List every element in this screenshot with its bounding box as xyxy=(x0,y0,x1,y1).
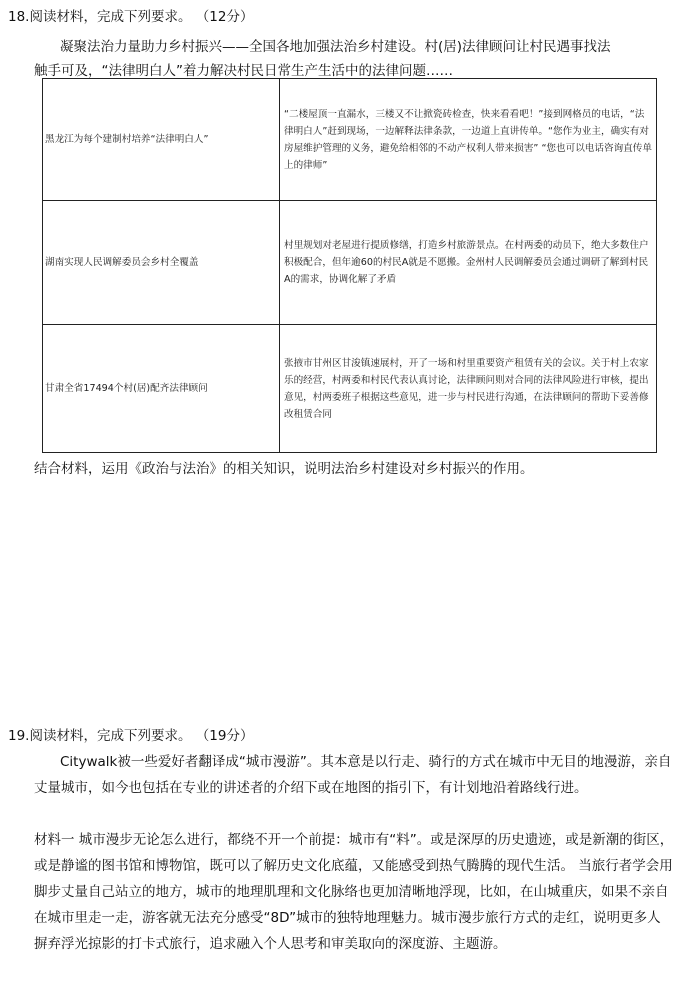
q18-intro-line2: 触手可及，“法律明白人”着力解决村民日常生产生活中的法律问题…… xyxy=(34,63,453,79)
table-cell-region: 湖南实现人民调解委员会乡村全覆盖 xyxy=(43,201,280,325)
table-cell-case: 村里规划对老屋进行提质修缮，打造乡村旅游景点。在村两委的动员下，绝大多数住户积极配合，但年逾60的村民A就是不愿搬。金州村人民调解委员会通过调研了解到村民A的需求，协调化解了矛盾 xyxy=(280,201,657,325)
q18-header: 18.阅读材料，完成下列要求。 （12分） xyxy=(8,9,254,25)
table-cell-case: “二楼屋顶一直漏水，三楼又不让掀瓷砖检查，快来看看吧！”接到网格员的电话，“法律明白人”赶到现场，一边解释法律条款，一边道上直讲传单。“您作为业主，确实有对房屋维护管理的义务，避免给相邻的不动产权利人带来损害” “您也可以电话咨询直传单上的律师” xyxy=(280,79,657,201)
table-cell-case: 张掖市甘州区甘浚镇速展村，开了一场和村里重要资产租赁有关的会议。关于村上农家乐的经营，村两委和村民代表认真讨论，法律顾问则对合同的法律风险进行审核，提出意见，村两委班子根据这些意见，进一步与村民进行沟通，在法律顾问的帮助下妥善修改租赁合同 xyxy=(280,325,657,453)
table-cell-region: 黑龙江为每个建制村培养“法律明白人” xyxy=(43,79,280,201)
q19-intro-paragraph: Citywalk被一些爱好者翻译成“城市漫游”。其本意是以行走、骑行的方式在城市中无目的地漫游，亲自丈量城市，如今也包括在专业的讲述者的介绍下或在地图的指引下，有计划地沿着路线行进。 xyxy=(34,754,672,796)
q19-header: 19.阅读材料，完成下列要求。 （19分） xyxy=(8,728,254,744)
q18-intro-line1: 凝聚法治力量助力乡村振兴——全国各地加强法治乡村建设。村(居)法律顾问让村民遇事找法 xyxy=(60,39,611,55)
table-row xyxy=(43,79,657,201)
q18-material-table xyxy=(42,78,657,452)
table-row xyxy=(43,325,657,453)
table-row xyxy=(43,201,657,325)
q18-question: 结合材料，运用《政治与法治》的相关知识，说明法治乡村建设对乡村振兴的作用。 xyxy=(34,461,534,477)
table-cell-region: 甘肃全省17494个村(居)配齐法律顾问 xyxy=(43,325,280,453)
q19-material-one: 材料一 城市漫步无论怎么进行，都绕不开一个前提：城市有“料”。或是深厚的历史遗迹，或是新潮的街区，或是静谧的图书馆和博物馆，既可以了解历史文化底蕴，又能感受到热气腾腾的现代生活。 当旅行者学会用脚步丈量自己站立的地方，城市的地理肌理和文化脉络也更加清晰地浮现，比如，在山城重庆，如果不亲自在城市里走一走，游客就无法充分感受“8D”城市的独特地理魅力。城市漫步旅行方式的走红，说明更多人摒弃浮光掠影的打卡式旅行，追求融入个人思考和审美取向的深度游、主题游。 xyxy=(34,832,674,952)
